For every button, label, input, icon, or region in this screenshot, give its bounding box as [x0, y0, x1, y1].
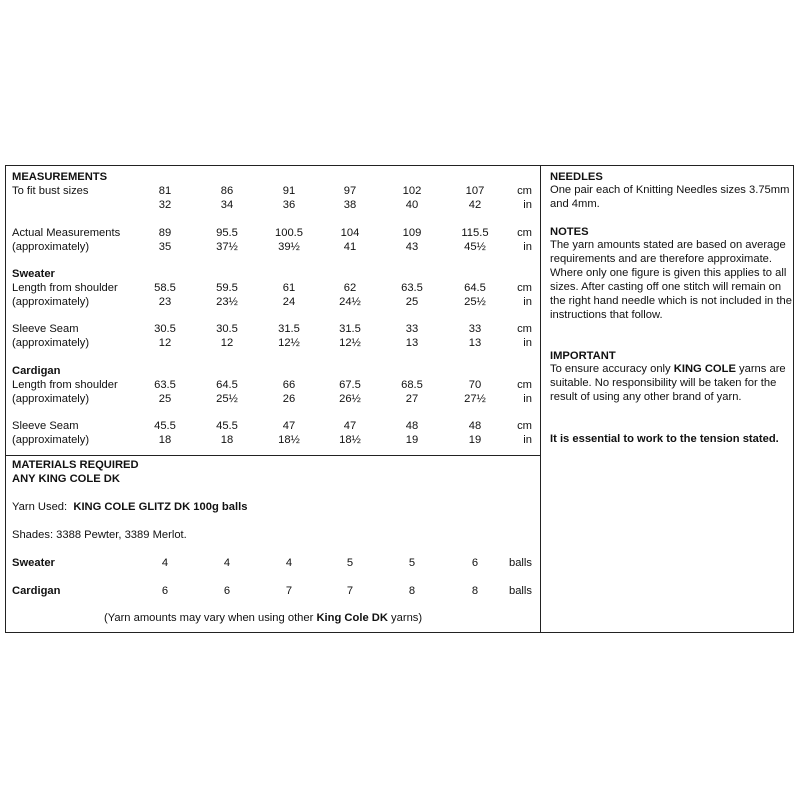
measurement-value: 19 — [405, 434, 419, 446]
measurement-value: 48 — [405, 420, 419, 432]
measurement-value: 109 — [402, 227, 422, 239]
measurement-value: 12½ — [339, 337, 361, 349]
ball-count: 8 — [471, 585, 479, 597]
important-prefix: To ensure accuracy only — [550, 363, 674, 375]
needles-heading: NEEDLES — [550, 171, 603, 183]
measurement-value: 104 — [340, 227, 360, 239]
measurement-value: 59.5 — [216, 282, 238, 294]
yarn-used-prefix: Yarn Used: — [12, 501, 74, 513]
materials-row-label: Cardigan — [12, 585, 61, 597]
measurement-row-label: (approximately) — [12, 296, 90, 308]
important-suffix: yarns are suitable. No responsibility will be taken for the result of using any other brand of yarn. — [550, 363, 786, 403]
measurement-value: 13 — [405, 337, 419, 349]
measurement-value: 26 — [282, 393, 296, 405]
ball-count: 6 — [471, 557, 479, 569]
measurement-value: 25½ — [216, 393, 238, 405]
measurement-row-label: Actual Measurements — [12, 227, 121, 239]
tension-note: It is essential to work to the tension stated. — [550, 433, 779, 445]
yarn-name: KING COLE GLITZ DK 100g balls — [73, 501, 248, 513]
measurement-value: 37½ — [216, 241, 238, 253]
measurement-value: 24 — [282, 296, 296, 308]
measurement-value: 45.5 — [216, 420, 238, 432]
measurement-value: 97 — [343, 185, 357, 197]
measurement-unit: cm — [517, 379, 532, 391]
measurement-value: 45½ — [464, 241, 486, 253]
measurement-unit: in — [523, 337, 532, 349]
measurement-value: 81 — [158, 185, 172, 197]
measurement-unit: in — [523, 199, 532, 211]
measurement-value: 12½ — [278, 337, 300, 349]
ball-count: 4 — [285, 557, 293, 569]
measurement-value: 45.5 — [154, 420, 176, 432]
ball-unit: balls — [508, 557, 532, 569]
ball-count: 4 — [161, 557, 169, 569]
measurement-value: 18½ — [339, 434, 361, 446]
column-divider — [540, 165, 541, 633]
measurement-unit: in — [523, 393, 532, 405]
measurement-row-label: Length from shoulder — [12, 282, 118, 294]
measurement-row-label: (approximately) — [12, 241, 90, 253]
measurement-row-label: (approximately) — [12, 393, 90, 405]
measurement-value: 31.5 — [278, 323, 300, 335]
ball-count: 7 — [285, 585, 293, 597]
measurement-unit: cm — [517, 323, 532, 335]
important-heading: IMPORTANT — [550, 350, 616, 362]
measurement-value: 64.5 — [216, 379, 238, 391]
measurement-unit: in — [523, 241, 532, 253]
measurement-value: 31.5 — [339, 323, 361, 335]
measurement-unit: cm — [517, 282, 532, 294]
ball-count: 6 — [223, 585, 231, 597]
measurement-value: 86 — [220, 185, 234, 197]
materials-subheading: ANY KING COLE DK — [12, 473, 120, 485]
footnote-bold: King Cole DK — [316, 612, 388, 624]
measurement-value: 58.5 — [154, 282, 176, 294]
measurement-value: 19 — [468, 434, 482, 446]
measurement-value: 62 — [343, 282, 357, 294]
measurement-value: 42 — [468, 199, 482, 211]
important-text — [550, 363, 792, 405]
measurement-value: 63.5 — [154, 379, 176, 391]
yarn-used — [12, 500, 247, 514]
measurement-unit: cm — [517, 227, 532, 239]
measurement-value: 107 — [465, 185, 485, 197]
measurement-value: 33 — [405, 323, 419, 335]
measurement-value: 27½ — [464, 393, 486, 405]
materials-row-label: Sweater — [12, 557, 55, 569]
measurement-value: 18 — [158, 434, 172, 446]
measurement-value: 38 — [343, 199, 357, 211]
ball-count: 6 — [161, 585, 169, 597]
measurement-value: 70 — [468, 379, 482, 391]
measurement-value: 63.5 — [401, 282, 423, 294]
measurement-value: 47 — [343, 420, 357, 432]
materials-footnote — [104, 611, 422, 625]
measurement-value: 100.5 — [275, 227, 303, 239]
measurement-value: 12 — [158, 337, 172, 349]
ball-count: 5 — [346, 557, 354, 569]
measurement-row-label: (approximately) — [12, 434, 90, 446]
measurement-row-label: Sleeve Seam — [12, 323, 79, 335]
measurement-value: 34 — [220, 199, 234, 211]
measurement-value: 115.5 — [461, 227, 489, 239]
measurement-value: 40 — [405, 199, 419, 211]
measurement-value: 64.5 — [464, 282, 486, 294]
measurement-value: 23½ — [216, 296, 238, 308]
measurement-value: 48 — [468, 420, 482, 432]
materials-heading: MATERIALS REQUIRED — [12, 459, 139, 471]
measurement-value: 68.5 — [401, 379, 423, 391]
needles-text: One pair each of Knitting Needles sizes 3.75mm and 4mm. — [550, 184, 790, 210]
ball-count: 5 — [408, 557, 416, 569]
measurement-value: 89 — [158, 227, 172, 239]
measurement-value: 91 — [282, 185, 296, 197]
measurement-unit: in — [523, 434, 532, 446]
measurement-value: 30.5 — [216, 323, 238, 335]
notes-heading: NOTES — [550, 226, 589, 238]
measurement-value: 36 — [282, 199, 296, 211]
measurement-value: 18½ — [278, 434, 300, 446]
ball-count: 7 — [346, 585, 354, 597]
measurement-value: 39½ — [278, 241, 300, 253]
ball-unit: balls — [508, 585, 532, 597]
measurement-value: 43 — [405, 241, 419, 253]
measurement-value: 41 — [343, 241, 357, 253]
measurement-value: 30.5 — [154, 323, 176, 335]
measurement-value: 25 — [158, 393, 172, 405]
measurement-row-label: To fit bust sizes — [12, 185, 89, 197]
measurement-row-label: Sleeve Seam — [12, 420, 79, 432]
measurement-value: 25 — [405, 296, 419, 308]
measurement-value: 61 — [282, 282, 296, 294]
measurement-value: 18 — [220, 434, 234, 446]
measurement-value: 24½ — [339, 296, 361, 308]
measurement-value: 35 — [158, 241, 172, 253]
measurement-value: 67.5 — [339, 379, 361, 391]
measurement-unit: cm — [517, 185, 532, 197]
footnote-prefix: (Yarn amounts may vary when using other — [104, 612, 317, 624]
footnote-suffix: yarns) — [387, 612, 423, 624]
section-divider — [5, 455, 541, 456]
measurement-value: 26½ — [339, 393, 361, 405]
measurement-value: 27 — [405, 393, 419, 405]
measurement-value: 12 — [220, 337, 234, 349]
measurement-row-label: Length from shoulder — [12, 379, 118, 391]
measurement-value: 33 — [468, 323, 482, 335]
measurement-value: 25½ — [464, 296, 486, 308]
important-bold: KING COLE — [673, 363, 736, 375]
measurement-value: 102 — [402, 185, 422, 197]
measurement-row-label: Sweater — [12, 268, 55, 280]
measurement-value: 32 — [158, 199, 172, 211]
measurement-value: 23 — [158, 296, 172, 308]
measurement-value: 95.5 — [216, 227, 238, 239]
ball-count: 8 — [408, 585, 416, 597]
measurement-unit: in — [523, 296, 532, 308]
measurement-value: 47 — [282, 420, 296, 432]
measurements-heading: MEASUREMENTS — [12, 171, 108, 183]
measurement-unit: cm — [517, 420, 532, 432]
shades: Shades: 3388 Pewter, 3389 Merlot. — [12, 529, 187, 541]
measurement-value: 13 — [468, 337, 482, 349]
notes-text: The yarn amounts stated are based on average requirements and are therefore approximate. Where only one figure is given this applies to all sizes. After casting off one stitch will remain on the right hand needle which is not included in the instructions that follow. — [550, 239, 792, 321]
ball-count: 4 — [223, 557, 231, 569]
measurement-value: 66 — [282, 379, 296, 391]
measurement-row-label: Cardigan — [12, 365, 61, 377]
measurement-row-label: (approximately) — [12, 337, 90, 349]
